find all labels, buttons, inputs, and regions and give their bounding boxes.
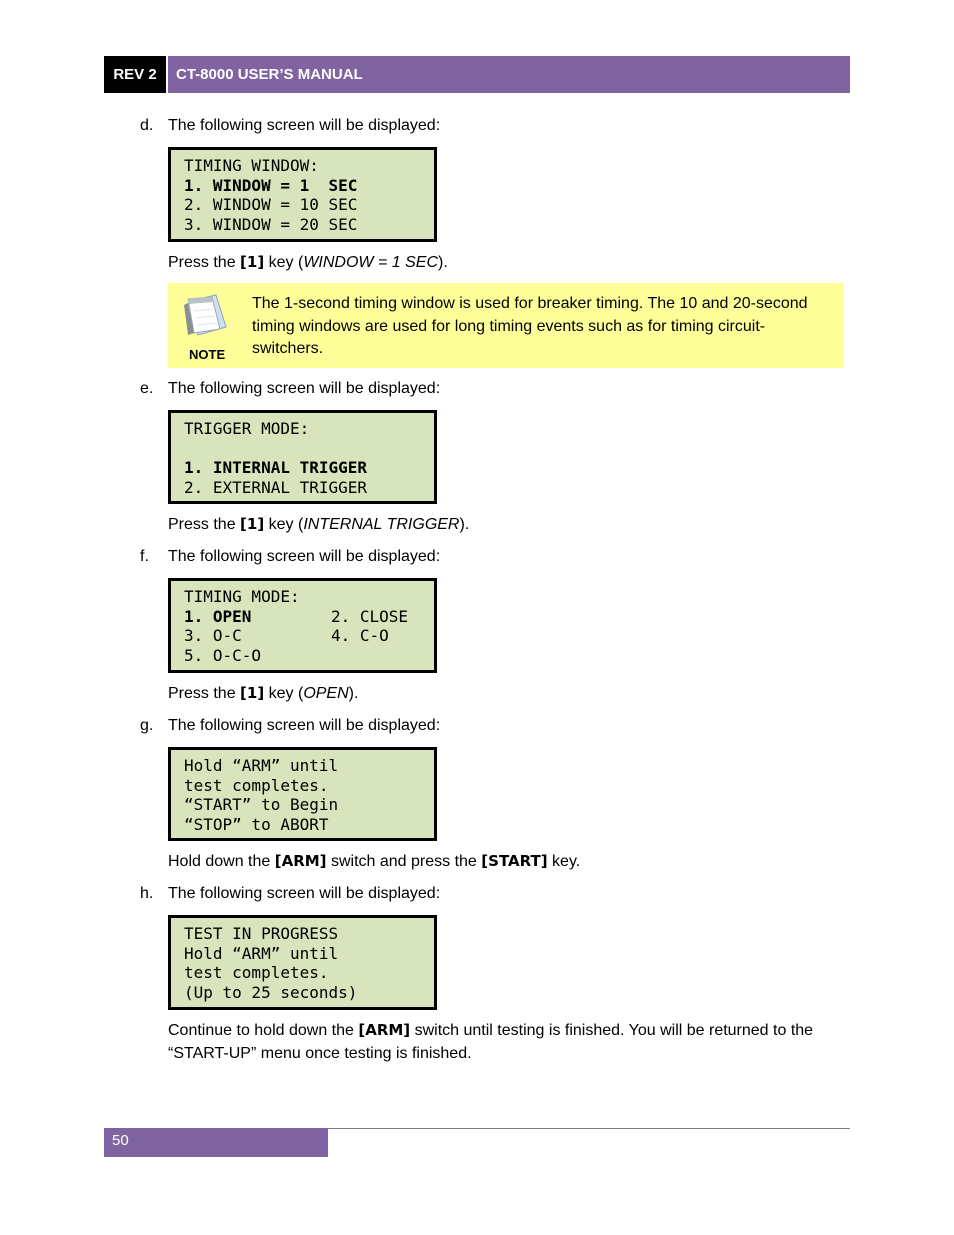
- footer-rule: [328, 1128, 850, 1129]
- lcd-trigger-mode: [168, 410, 437, 504]
- text: ).: [438, 254, 448, 271]
- instruction-h: [168, 1019, 838, 1065]
- text: key (: [264, 254, 304, 271]
- key-1: [1]: [240, 515, 265, 533]
- key-1: [1]: [240, 253, 265, 271]
- lcd-line: “STOP” to ABORT: [184, 814, 329, 834]
- step-f: [140, 547, 440, 567]
- text: Press the: [168, 685, 241, 702]
- lcd-line: Hold “ARM” until: [184, 943, 339, 963]
- step-label: g.: [140, 717, 154, 734]
- lcd-option: 4. C-O: [331, 626, 389, 645]
- step-g: [140, 716, 440, 736]
- note-box: [168, 283, 844, 368]
- lcd-line: 2. WINDOW = 10 SEC: [184, 195, 358, 214]
- lcd-line-selected: 1. WINDOW = 1 SEC: [184, 175, 358, 195]
- key-arm: [ARM]: [274, 852, 327, 870]
- text: ).: [348, 685, 359, 702]
- step-text: The following screen will be displayed:: [168, 885, 441, 902]
- lcd-option: 5. O-C-O: [184, 645, 262, 665]
- lcd-line: TRIGGER MODE:: [184, 419, 310, 438]
- text: key (: [264, 516, 304, 533]
- step-d: [140, 116, 440, 136]
- instruction-g: [168, 850, 580, 873]
- header-rev: REV 2: [104, 56, 166, 93]
- text: Press the: [168, 516, 241, 533]
- lcd-line: 3. WINDOW = 20 SEC: [184, 214, 358, 234]
- option-name: INTERNAL TRIGGER: [303, 516, 460, 533]
- lcd-option-selected: 1. OPEN: [184, 606, 252, 626]
- lcd-option: 3. O-C: [184, 626, 242, 645]
- instruction-f: [168, 682, 358, 705]
- key-start: [START]: [481, 852, 548, 870]
- lcd-timing-window: [168, 147, 437, 242]
- lcd-line: test completes.: [184, 775, 329, 795]
- header-title: CT-8000 USER’S MANUAL: [168, 56, 850, 93]
- lcd-option: 2. CLOSE: [331, 606, 409, 626]
- step-text: The following screen will be displayed:: [168, 717, 441, 734]
- text: key (: [264, 685, 304, 702]
- text: switch and press the: [326, 853, 482, 870]
- step-label: h.: [140, 885, 154, 902]
- lcd-line: 2. EXTERNAL TRIGGER: [184, 477, 368, 497]
- text: key.: [547, 853, 581, 870]
- text: Continue to hold down the: [168, 1022, 359, 1039]
- step-h: [140, 884, 440, 904]
- text: Press the: [168, 254, 241, 271]
- step-e: [140, 379, 440, 399]
- step-text: The following screen will be displayed:: [168, 548, 441, 565]
- step-text: The following screen will be displayed:: [168, 380, 441, 397]
- lcd-line: “START” to Begin: [184, 795, 339, 814]
- notepad-icon: [182, 291, 232, 339]
- page-number: 50: [104, 1128, 328, 1157]
- option-name: OPEN: [303, 685, 349, 702]
- key-arm: [ARM]: [358, 1021, 411, 1039]
- lcd-timing-mode: [168, 578, 437, 673]
- lcd-line: test completes.: [184, 963, 329, 982]
- instruction-d: [168, 251, 448, 274]
- option-name: WINDOW = 1 SEC: [303, 254, 438, 271]
- lcd-line: TIMING MODE:: [184, 587, 300, 606]
- note-text: The 1-second timing window is used for breaker timing. The 10 and 20-second timing windows are used for long timing events such as for timing circuit-switchers.: [252, 295, 808, 357]
- step-label: d.: [140, 117, 154, 134]
- lcd-line: TEST IN PROGRESS: [184, 924, 339, 943]
- note-label: NOTE: [189, 347, 226, 362]
- text: ).: [459, 516, 470, 533]
- lcd-progress: [168, 915, 437, 1010]
- step-text: The following screen will be displayed:: [168, 117, 441, 134]
- lcd-arm: [168, 747, 437, 841]
- lcd-line: (Up to 25 seconds): [184, 982, 358, 1002]
- text: Hold down the: [168, 853, 275, 870]
- key-1: [1]: [240, 684, 265, 702]
- step-label: e.: [140, 380, 154, 397]
- lcd-line-selected: 1. INTERNAL TRIGGER: [184, 458, 368, 477]
- step-label: f.: [140, 548, 149, 565]
- text: switch until testing is finished. You will be returned to the “START-UP” menu once testing is finished.: [168, 1022, 814, 1062]
- lcd-line: TIMING WINDOW:: [184, 156, 319, 175]
- lcd-line: Hold “ARM” until: [184, 756, 339, 775]
- instruction-e: [168, 513, 469, 536]
